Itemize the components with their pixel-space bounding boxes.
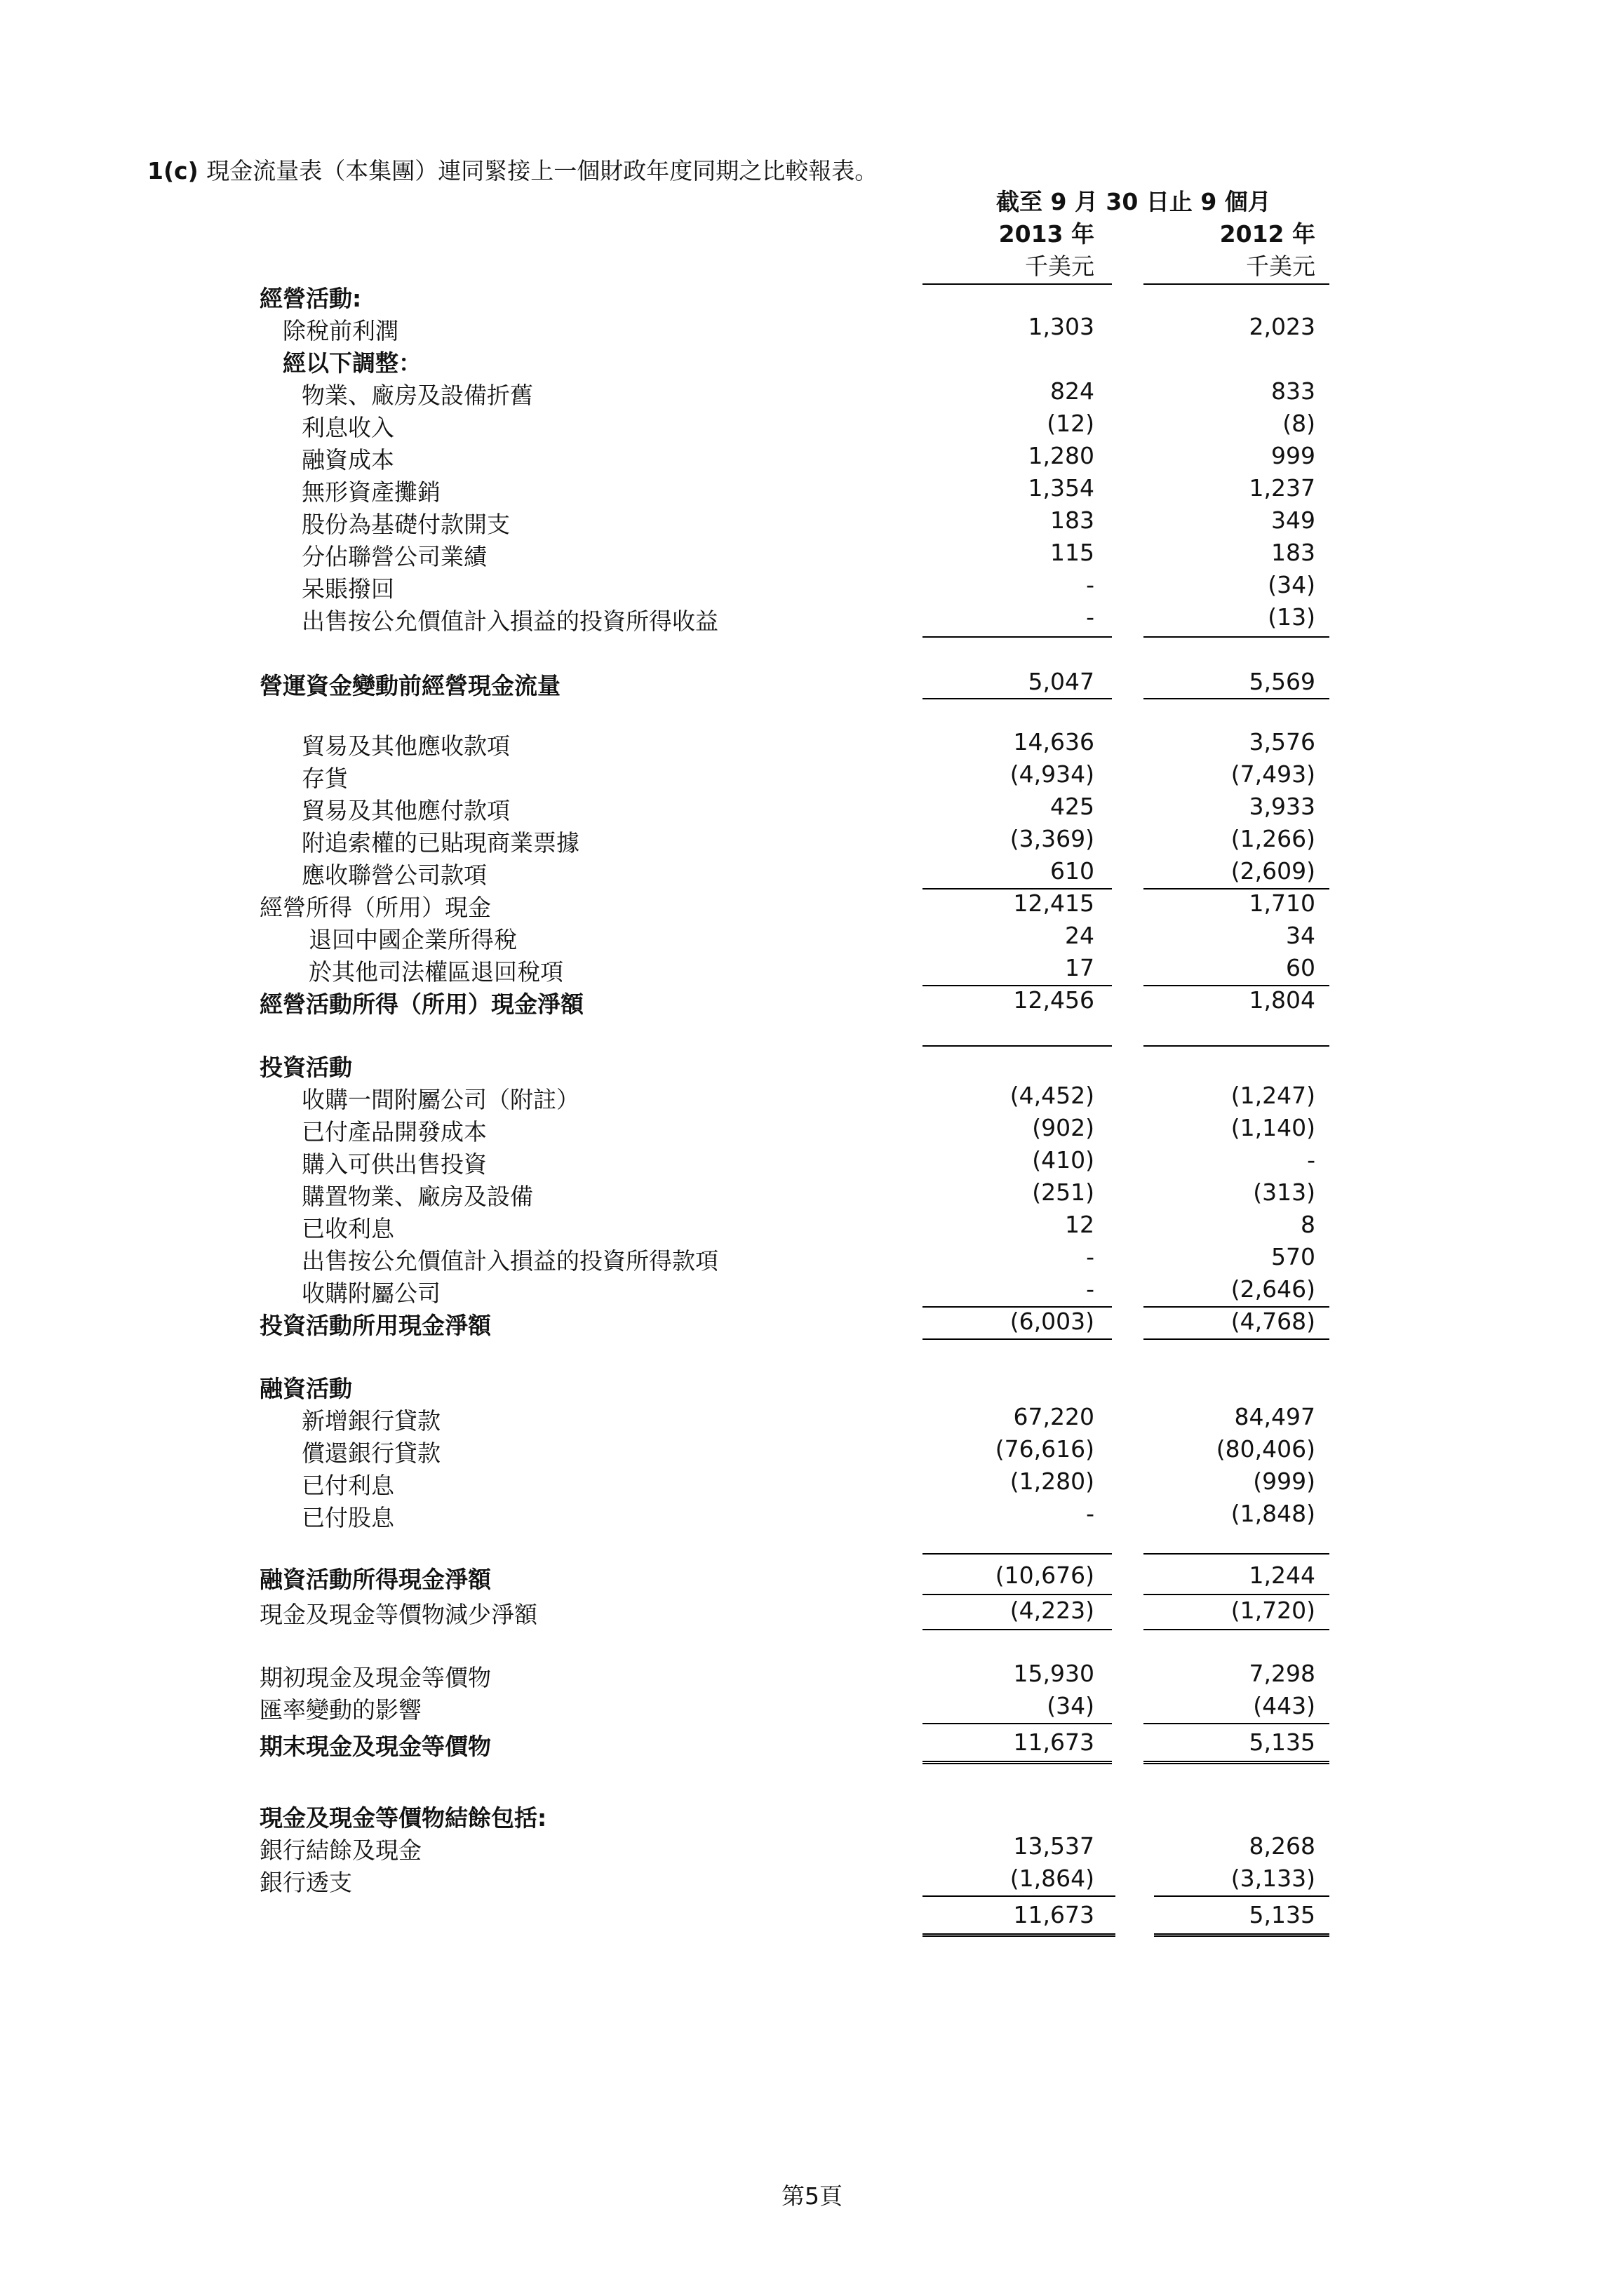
total-double-rule [922, 1761, 1112, 1766]
table-row [0, 954, 1624, 986]
value-2013: 425 [1050, 793, 1094, 820]
value-2013: 183 [1050, 506, 1094, 534]
value-2013: (76,616) [995, 1435, 1094, 1463]
subtotal-rule [1154, 1895, 1329, 1897]
row-label: 期末現金及現金等價物 [260, 1733, 491, 1760]
table-row [0, 1728, 1624, 1761]
value-2012: (1,720) [1230, 1597, 1315, 1624]
value-2013: (1,864) [1009, 1865, 1094, 1892]
value-2012: 1,804 [1249, 986, 1315, 1014]
value-2012: (443) [1253, 1692, 1315, 1719]
row-label: 新增銀行貸款 [302, 1407, 441, 1435]
subtotal-rule [1143, 636, 1329, 638]
table-row [0, 1371, 1624, 1403]
subtotal-rule [922, 1594, 1112, 1595]
row-label: 應收聯營公司款項 [302, 861, 487, 889]
row-label: 貿易及其他應付款項 [302, 797, 510, 824]
row-label: 償還銀行貸款 [302, 1439, 441, 1467]
value-2013: (4,452) [1009, 1082, 1094, 1109]
table-row [0, 1660, 1624, 1692]
subtotal-rule [1143, 1553, 1329, 1555]
subtotal-rule [922, 1629, 1112, 1630]
table-row [0, 1211, 1624, 1243]
table-row [0, 506, 1624, 539]
value-2012: 8,268 [1249, 1832, 1315, 1860]
value-2013: (34) [1047, 1692, 1094, 1719]
table-row [0, 345, 1624, 377]
value-2013: (1,280) [1009, 1468, 1094, 1495]
table-row [0, 1049, 1624, 1082]
row-label: 附追索權的已貼現商業票據 [302, 829, 579, 857]
table-row [0, 825, 1624, 857]
row-label: 已收利息 [302, 1215, 394, 1242]
value-2012: 1,244 [1249, 1562, 1315, 1589]
value-2012: (1,266) [1230, 825, 1315, 852]
value-2013: 5,047 [1028, 668, 1094, 695]
value-2013: (902) [1032, 1114, 1094, 1141]
row-label: 銀行透支 [260, 1869, 352, 1896]
table-row [0, 1308, 1624, 1340]
row-label: 貿易及其他應收款項 [302, 732, 510, 760]
table-row [0, 1832, 1624, 1865]
row-label: 融資活動所得現金淨額 [260, 1566, 491, 1593]
value-2012: (2,646) [1230, 1275, 1315, 1303]
row-label: 出售按公允價值計入損益的投資所得收益 [302, 607, 718, 635]
row-label: 現金及現金等價物結餘包括: [260, 1804, 547, 1832]
unit-2013-header: 千美元 [1025, 253, 1094, 280]
table-row [0, 857, 1624, 889]
row-label: 經營活動所得（所用）現金淨額 [260, 991, 584, 1018]
row-label: 購入可供出售投資 [302, 1150, 487, 1178]
table-row [0, 539, 1624, 571]
value-2013: 12,415 [1013, 889, 1094, 917]
value-2012: (2,609) [1230, 857, 1315, 885]
value-2012: 3,576 [1249, 728, 1315, 756]
row-label: 銀行結餘及現金 [260, 1837, 422, 1864]
table-row [0, 377, 1624, 410]
page-number: 第5頁 [781, 2182, 843, 2210]
row-label: 已付利息 [302, 1472, 394, 1499]
value-2013: 24 [1065, 922, 1094, 949]
subtotal-rule [922, 636, 1112, 638]
value-2012: 60 [1286, 954, 1315, 981]
value-2013: (4,934) [1009, 760, 1094, 788]
table-row [0, 1800, 1624, 1832]
value-2012: (1,140) [1230, 1114, 1315, 1141]
table-row [0, 1403, 1624, 1435]
subtotal-rule [922, 1895, 1115, 1897]
heading-text: 現金流量表（本集團）連同緊接上一個財政年度同期之比較報表。 [206, 157, 878, 184]
value-2012: 2,023 [1249, 313, 1315, 340]
value-2012: 999 [1271, 442, 1315, 469]
value-2012: (8) [1282, 410, 1315, 437]
row-label: 於其他司法權區退回稅項 [309, 958, 563, 986]
value-2013: 17 [1065, 954, 1094, 981]
value-2013: 14,636 [1013, 728, 1094, 756]
table-row [0, 1435, 1624, 1468]
value-2013: 610 [1050, 857, 1094, 885]
row-label: 利息收入 [302, 414, 394, 441]
value-2012: 183 [1271, 539, 1315, 566]
value-2012: 833 [1271, 377, 1315, 405]
row-label: 退回中國企業所得稅 [309, 926, 517, 953]
table-row [0, 1179, 1624, 1211]
document-heading [147, 153, 878, 186]
subtotal-rule [1143, 1594, 1329, 1595]
table-row [0, 889, 1624, 922]
value-2013: 12,456 [1013, 986, 1094, 1014]
table-row [0, 442, 1624, 474]
total-double-rule [922, 1933, 1115, 1939]
table-row [0, 1114, 1624, 1146]
row-label: 出售按公允價值計入損益的投資所得款項 [302, 1247, 718, 1275]
value-2013: 1,280 [1028, 442, 1094, 469]
value-2013: 12 [1065, 1211, 1094, 1238]
value-2012: 570 [1271, 1243, 1315, 1270]
table-row [0, 1901, 1624, 1933]
value-2012: (7,493) [1230, 760, 1315, 788]
total-double-rule [1143, 1761, 1329, 1766]
value-2013: - [1086, 1275, 1094, 1303]
value-2012: (34) [1268, 571, 1315, 598]
table-row [0, 760, 1624, 793]
table-row [0, 1146, 1624, 1179]
row-label: 收購附屬公司 [302, 1280, 441, 1307]
value-2013: 1,354 [1028, 474, 1094, 502]
value-2013: 11,673 [1013, 1728, 1094, 1756]
table-row [0, 793, 1624, 825]
table-row [0, 1468, 1624, 1500]
row-label: 現金及現金等價物減少淨額 [260, 1601, 537, 1628]
table-row [0, 313, 1624, 345]
value-2012: 5,135 [1249, 1901, 1315, 1928]
row-label: 投資活動 [260, 1054, 352, 1081]
row-label: 呆賬撥回 [302, 575, 394, 603]
row-label: 營運資金變動前經營現金流量 [260, 672, 561, 699]
value-2012: (313) [1253, 1179, 1315, 1206]
value-2013: - [1086, 1243, 1094, 1270]
row-label: 存貨 [302, 765, 348, 792]
row-label: 物業、廠房及設備折舊 [302, 382, 533, 409]
value-2012: (4,768) [1230, 1308, 1315, 1335]
value-2013: 15,930 [1013, 1660, 1094, 1687]
table-row [0, 1082, 1624, 1114]
value-2013: (251) [1032, 1179, 1094, 1206]
table-row [0, 1692, 1624, 1724]
row-label: 股份為基礎付款開支 [302, 511, 510, 538]
row-label: 融資成本 [302, 446, 394, 474]
value-2013: - [1086, 603, 1094, 631]
unit-2012-header: 千美元 [1246, 253, 1315, 280]
value-2012: (999) [1253, 1468, 1315, 1495]
value-2012: 34 [1286, 922, 1315, 949]
row-label: 已付產品開發成本 [302, 1118, 487, 1146]
value-2012: 7,298 [1249, 1660, 1315, 1687]
row-label: 分佔聯營公司業績 [302, 543, 487, 570]
value-2013: 115 [1050, 539, 1094, 566]
value-2013: - [1086, 1500, 1094, 1527]
value-2012: 8 [1301, 1211, 1315, 1238]
value-2012: 349 [1271, 506, 1315, 534]
value-2013: (3,369) [1009, 825, 1094, 852]
subtotal-rule [1143, 1629, 1329, 1630]
value-2012: 1,710 [1249, 889, 1315, 917]
value-2013: (410) [1032, 1146, 1094, 1174]
subtotal-rule [1143, 1723, 1329, 1724]
value-2013: 13,537 [1013, 1832, 1094, 1860]
row-label: 經營所得（所用）現金 [260, 894, 491, 921]
row-label: 匯率變動的影響 [260, 1696, 422, 1724]
value-2012: 84,497 [1234, 1403, 1315, 1430]
value-2013: 67,220 [1013, 1403, 1094, 1430]
row-label: 購置物業、廠房及設備 [302, 1183, 533, 1210]
year-2013-header: 2013 年 [998, 220, 1094, 248]
heading-prefix: 1(c) [147, 157, 199, 184]
row-label: 融資活動 [260, 1375, 352, 1402]
table-row [0, 571, 1624, 603]
value-2012: (3,133) [1230, 1865, 1315, 1892]
value-2013: (10,676) [995, 1562, 1094, 1589]
row-label: 除稅前利潤 [283, 317, 398, 344]
table-row [0, 474, 1624, 506]
table-row [0, 603, 1624, 636]
table-row [0, 1243, 1624, 1275]
value-2013: - [1086, 571, 1094, 598]
row-label: 收購一間附屬公司（附註） [302, 1086, 579, 1113]
value-2012: (80,406) [1216, 1435, 1315, 1463]
value-2013: (4,223) [1009, 1597, 1094, 1624]
total-double-rule [1154, 1933, 1329, 1939]
subtotal-rule [922, 1338, 1112, 1340]
value-2012: (1,848) [1230, 1500, 1315, 1527]
subtotal-rule [922, 1045, 1112, 1047]
row-label: 經以下調整： [283, 349, 422, 377]
value-2012: 3,933 [1249, 793, 1315, 820]
subtotal-rule [922, 1553, 1112, 1555]
row-label: 無形資產攤銷 [302, 478, 441, 506]
subtotal-rule [922, 698, 1112, 699]
table-row [0, 728, 1624, 760]
table-row [0, 281, 1624, 313]
value-2013: 1,303 [1028, 313, 1094, 340]
value-2012: 5,135 [1249, 1728, 1315, 1756]
table-row [0, 1500, 1624, 1532]
table-row [0, 1275, 1624, 1308]
table-row [0, 410, 1624, 442]
subtotal-rule [1143, 698, 1329, 699]
row-label: 已付股息 [302, 1504, 394, 1531]
value-2012: (1,247) [1230, 1082, 1315, 1109]
value-2012: 1,237 [1249, 474, 1315, 502]
value-2013: 11,673 [1013, 1901, 1094, 1928]
table-row [0, 1865, 1624, 1897]
subtotal-rule [922, 1723, 1112, 1724]
value-2013: (6,003) [1009, 1308, 1094, 1335]
subtotal-rule [1143, 1338, 1329, 1340]
period-header: 截至 9 月 30 日止 9 個月 [996, 188, 1271, 215]
value-2012: - [1307, 1146, 1315, 1174]
row-label: 期初現金及現金等價物 [260, 1664, 491, 1691]
subtotal-rule [1143, 1045, 1329, 1047]
row-label: 投資活動所用現金淨額 [260, 1312, 491, 1339]
row-label: 經營活動: [260, 285, 362, 312]
table-row [0, 986, 1624, 1019]
value-2013: 824 [1050, 377, 1094, 405]
value-2013: (12) [1047, 410, 1094, 437]
table-row [0, 668, 1624, 700]
year-2012-header: 2012 年 [1219, 220, 1315, 248]
value-2012: 5,569 [1249, 668, 1315, 695]
value-2012: (13) [1268, 603, 1315, 631]
table-row [0, 922, 1624, 954]
table-row [0, 1597, 1624, 1629]
table-row [0, 1562, 1624, 1594]
